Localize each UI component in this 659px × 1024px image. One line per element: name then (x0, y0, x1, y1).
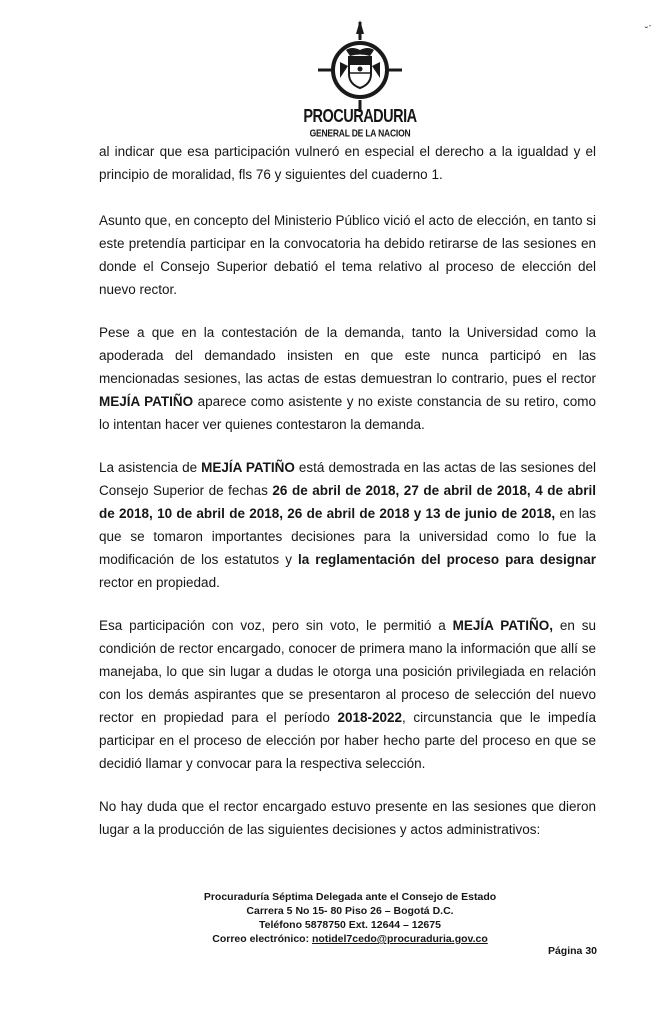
paragraph-1: al indicar que esa participación vulneró en especial el derecho a la igualdad y el principio de moralidad, fls 76 y siguientes del cuaderno 1. (99, 144, 596, 182)
paragraph-4: La asistencia de MEJÍA PATIÑO está demostrada en las actas de las sesiones del Consejo Superior de fechas 26 de abril de 2018, 27 de abril de 2018, 4 de abril de 2018, 10 de abril de 2018, 26 de abril de 2018 y 13 de junio de 2018, en las que se tomaron importantes decisiones para la universidad como lo fue la modificación de los estatutos y la reglamentación del proceso para designar rector en propiedad. (99, 460, 597, 590)
footer-address: Carrera 5 No 15- 80 Piso 26 – Bogotá D.C. (246, 905, 454, 917)
institution-name: PROCURADURIA (303, 107, 417, 127)
session-dates: 26 de abril de 2018, 27 de abril de 2018, 4 de abril de 2018, 10 de abril de 2018, 26 de abril de 2018 y 13 de junio de 2018, (99, 483, 597, 521)
footer-email-line: Correo electrónico: notidel7cedo@procuraduria.gov.co (212, 933, 488, 945)
paragraph-5: Esa participación con voz, pero sin voto, le permitió a MEJÍA PATIÑO, en su condición de rector encargado, conocer de primera mano la información que allí se manejaba, lo que sin lugar a dudas le otorga una posición privilegiada en relación con los demás aspirantes que se presentaron al proceso de selección del nuevo rector en propiedad para el período 2018-2022, circunstancia que le impedía participar en el proceso de elección por haber hecho parte del proceso en que se decidió llamar y convocar para la respectiva selección. (99, 618, 596, 771)
email-link[interactable]: notidel7cedo@procuraduria.gov.co (312, 933, 488, 945)
document-body (99, 140, 596, 861)
page-number: Página 30 (547, 945, 597, 957)
defendant-name: MEJÍA PATIÑO, (452, 618, 554, 633)
paragraph-2: Asunto que, en concepto del Ministerio Público vició el acto de elección, en tanto si este pretendía participar en la convocatoria ha debido retirarse de las sesiones en donde el Consejo Superior debatió el tema relativo al proceso de elección del nuevo rector. (99, 213, 596, 297)
page-footer (150, 890, 550, 946)
paragraph-6: No hay duda que el rector encargado estuvo presente en las sesiones que dieron lugar a la producción de las siguientes decisiones y actos administrativos: (99, 799, 596, 837)
regulation-phrase: la reglamentación del proceso para designar (298, 552, 596, 567)
defendant-name: MEJÍA PATIÑO (201, 460, 295, 475)
period-years: 2018-2022 (337, 710, 403, 725)
institution-subtitle: GENERAL DE LA NACION (309, 127, 411, 139)
footer-phone: Teléfono 5878750 Ext. 12644 – 12675 (259, 919, 441, 931)
footer-office: Procuraduría Séptima Delegada ante el Consejo de Estado (203, 891, 497, 903)
defendant-name: MEJÍA PATIÑO (99, 394, 194, 409)
scan-mark: ˘ ́ (644, 26, 651, 37)
paragraph-3: Pese a que en la contestación de la demanda, tanto la Universidad como la apoderada del demandado insisten en que este nunca participó en las mencionadas sesiones, las actas de estas demuestran lo contrario, pues el rector MEJÍA PATIÑO aparece como asistente y no existe constancia de su retiro, como lo intentan hacer ver quienes contestaron la demanda. (99, 325, 596, 432)
